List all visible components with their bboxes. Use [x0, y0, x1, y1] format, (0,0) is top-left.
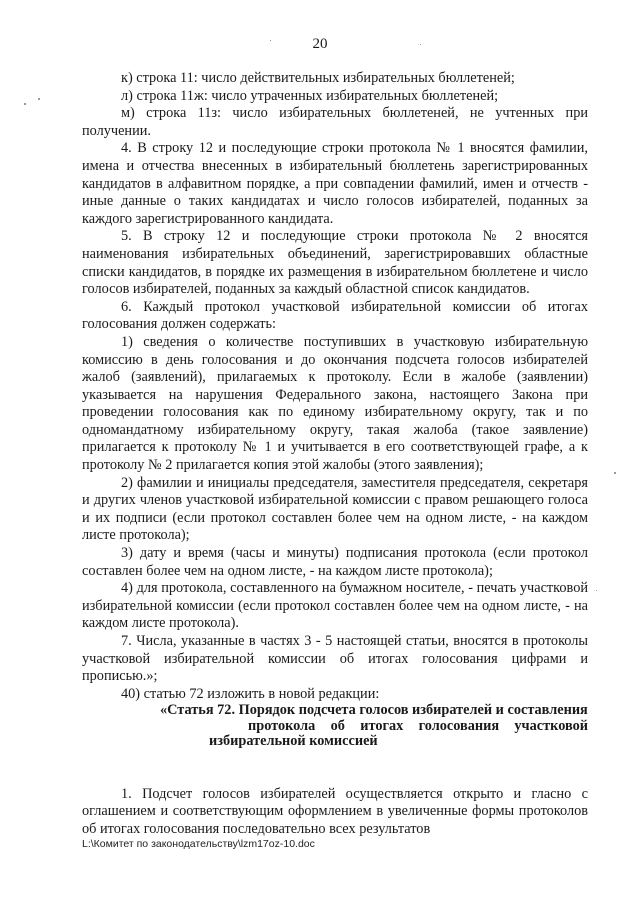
article-title-line1: «Статья 72. Порядок подсчета голосов избирателей и составления: [160, 702, 588, 719]
paragraph-item-3: 3) дату и время (часы и минуты) подписания протокола (если протокол составлен более чем на одном листе, - на каждом листе протокола);: [82, 545, 588, 579]
article-title-line2: протокола об итогах голосования участковой избирательной комиссией: [209, 717, 588, 750]
paragraph-item-k: к) строка 11: число действительных избирательных бюллетеней;: [121, 70, 515, 86]
scan-speck: [596, 590, 597, 591]
paragraph-amendment-40: 40) статью 72 изложить в новой редакции:: [121, 685, 380, 702]
paragraph-article-part-1: 1. Подсчет голосов избирателей осуществляется открыто и гласно с оглашением и соответствующим оформлением в увеличенные формы протоколов об итогах голосования последовательно всех результатов: [82, 785, 588, 838]
spacer: [82, 750, 588, 786]
paragraph-item-l: л) строка 11ж: число утраченных избирательных бюллетеней;: [121, 87, 499, 104]
scan-speck: [420, 44, 421, 45]
footer-file-path: L:\Комитет по законодательству\lzm17oz-10.doc: [82, 838, 315, 850]
scan-speck: [38, 98, 40, 100]
paragraph-item-2: 2) фамилии и инициалы председателя, заместителя председателя, секретаря и других членов участковой избирательной комиссии с правом решающего голоса и их подписи (если протокол составлен более чем на одном листе, - на каждом листе протокола);: [82, 474, 588, 544]
article-title: [82, 703, 588, 750]
page-number: 20: [312, 36, 328, 52]
scan-speck: [270, 40, 271, 41]
scan-speck: [614, 472, 616, 474]
paragraph-part-4: 4. В строку 12 и последующие строки протокола № 1 вносятся фамилии, имена и отчества внесенных в избирательный бюллетень зарегистрированных кандидатов в алфавитном порядке, а при совпадении фамилий, имен и отчеств - иные данные о таких кандидатах и число голосов избирателей, поданных за каждого зарегистрированного кандидата.: [82, 140, 588, 227]
paragraph-item-1: 1) сведения о количестве поступивших в участковую избирательную комиссию в день голосования и до окончания подсчета голосов избирателей жалоб (заявлений), прилагаемых к протоколу. Если в жалобе (заявлении) указывается на нарушения Федерального закона, настоящего Закона при проведении голосования как по единому избирательному округу, так и по одномандатному избирательному округу, такая жалоба (такое заявление) прилагается к протоколу № 1 и учитывается в его соответствующей графе, а к протоколу № 2 прилагается копия этой жалобы (этого заявления);: [82, 333, 588, 474]
scan-speck: [24, 103, 26, 105]
paragraph-part-6: 6. Каждый протокол участковой избирательной комиссии об итогах голосования должен содержать:: [82, 298, 588, 333]
document-body: [82, 70, 588, 839]
paragraph-item-m: м) строка 11з: число избирательных бюллетеней, не учтенных при получении.: [82, 105, 588, 139]
paragraph-item-4: 4) для протокола, составленного на бумажном носителе, - печать участковой избирательной комиссии (если протокол составлен более чем на одном листе, - на каждом листе протокола).: [82, 580, 588, 632]
paragraph-part-7: 7. Числа, указанные в частях 3 - 5 настоящей статьи, вносятся в протоколы участковой избирательной комиссии об итогах голосования цифрами и прописью.»;: [82, 633, 588, 685]
paragraph-part-5: 5. В строку 12 и последующие строки протокола № 2 вносятся наименования избирательных объединений, зарегистрировавших областные списки кандидатов, в порядке их размещения в избирательном бюллетене и число голосов избирателей, поданных за каждый областной список кандидатов.: [82, 228, 588, 298]
